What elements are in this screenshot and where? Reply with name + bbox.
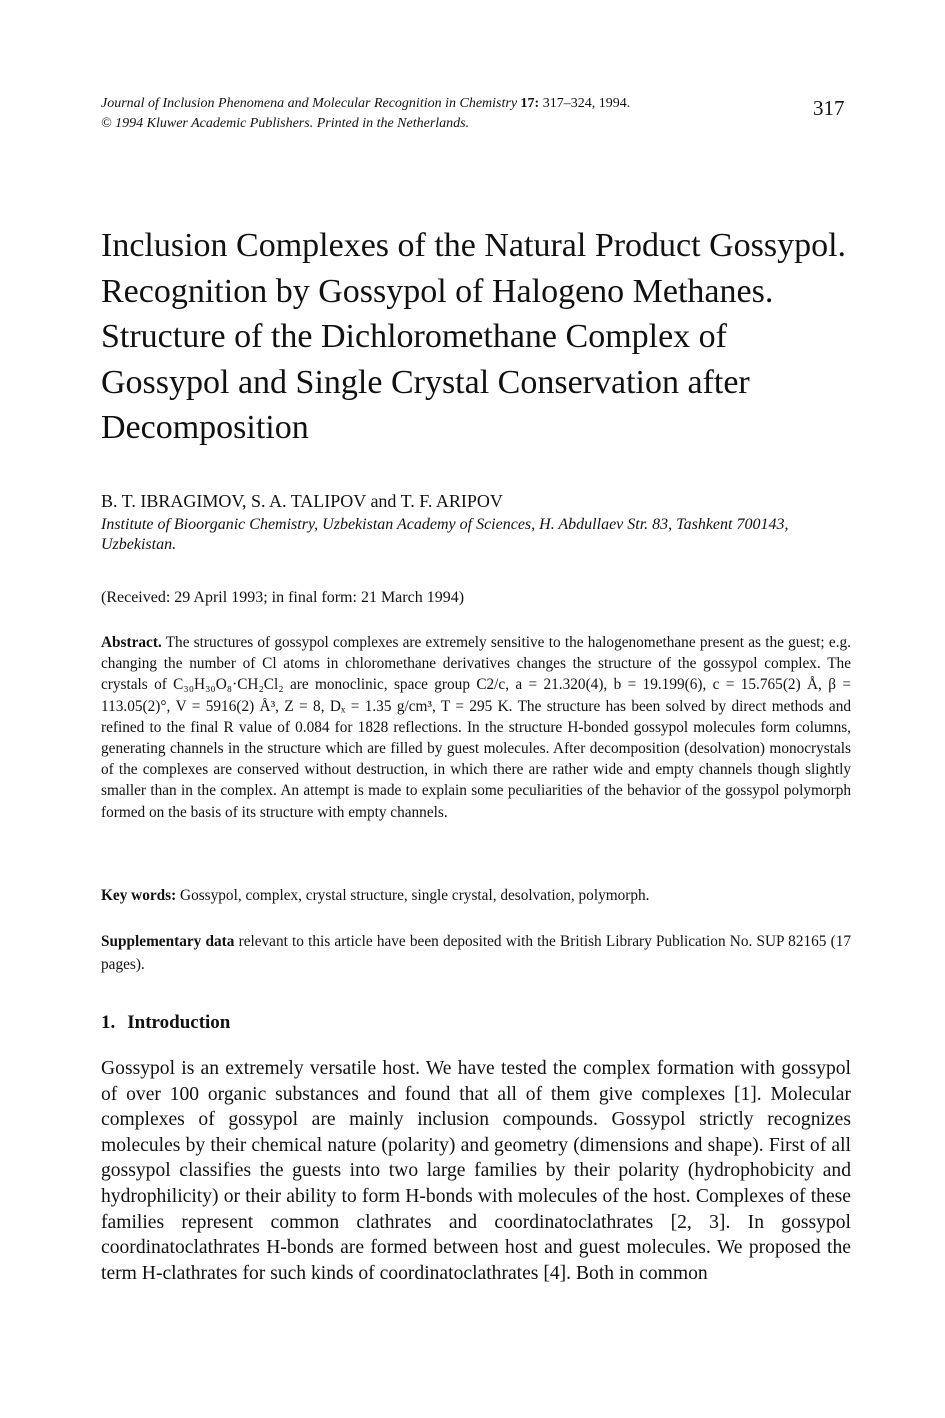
page-number: 317	[813, 96, 845, 120]
affiliation: Institute of Bioorganic Chemistry, Uzbekistan Academy of Sciences, H. Abdullaev Str. 83, Tashkent 700143, Uzbekistan.	[101, 516, 789, 553]
received-dates: (Received: 29 April 1993; in final form: 21 March 1994)	[101, 589, 465, 606]
supplementary-text: relevant to this article have been deposited with the British Library Publication No. SUP 82165 (17 pages).	[101, 933, 852, 973]
section-title: Introduction	[127, 1012, 231, 1033]
introduction-text: Gossypol is an extremely versatile host. We have tested the complex formation with gossypol of over 100 organic substances and found that all of them give complexes [1]. Molecular complexes of gossypol are mainly inclusion compounds. Gossypol strictly recognizes molecules by their chemical nature (polarity) and geometry (dimensions and shape). First of all gossypol classifies the guests into two large families by their polarity (hydrophobicity and hydrophilicity) or their ability to form H-bonds with molecules of the host. Complexes of these families represent common clathrates and coordinatoclathrates [2, 3]. In gossypol coordinatoclathrates H-bonds are formed between host and guest molecules. We proposed the term H-clathrates for such kinds of coordinatoclathrates [4]. Both in common	[101, 1058, 851, 1284]
section-heading	[101, 1012, 230, 1034]
journal-header	[101, 94, 851, 134]
abstract	[101, 632, 851, 823]
abstract-text: The structures of gossypol complexes are extremely sensitive to the halogenomethane present as the guest; e.g. changing the number of Cl atoms in chloromethane derivatives changes the structure of the gossypol complex. The crystals of C₃₀H₃₀O₈·CH₂Cl₂ are monoclinic, space group C2/c, a = 21.320(4), b = 19.199(6), c = 15.765(2) Å, β = 113.05(2)°, V = 5916(2) Å³, Z = 8, Dₓ = 1.35 g/cm³, T = 295 K. The structure has been solved by direct methods and refined to the final R value of 0.084 for 1828 reflections. In the structure H-bonded gossypol molecules form columns, generating channels in the structure which are filled by guest molecules. After decomposition (desolvation) monocrystals of the complexes are conserved without destruction, in which there are rather wide and empty channels though slightly smaller than in the complex. An attempt is made to explain some peculiarities of the behavior of the gossypol polymorph formed on the basis of its structure with empty channels.	[101, 634, 851, 821]
keywords-label: Key words:	[101, 887, 177, 904]
journal-name: Journal of Inclusion Phenomena and Molecular Recognition in Chemistry	[101, 96, 518, 111]
supplementary-label: Supplementary data	[101, 933, 235, 950]
keywords	[101, 885, 851, 906]
journal-pages: 317–324, 1994.	[542, 96, 631, 111]
journal-volume: 17:	[520, 96, 540, 111]
abstract-label: Abstract.	[101, 634, 162, 651]
keywords-text: Gossypol, complex, crystal structure, single crystal, desolvation, polymorph.	[180, 887, 650, 904]
authors: B. T. IBRAGIMOV, S. A. TALIPOV and T. F. ARIPOV	[101, 491, 503, 511]
supplementary-data	[101, 930, 851, 976]
copyright-line: © 1994 Kluwer Academic Publishers. Printed in the Netherlands.	[101, 116, 470, 131]
section-number: 1.	[101, 1012, 116, 1033]
article-title: Inclusion Complexes of the Natural Product Gossypol. Recognition by Gossypol of Halogeno Methanes. Structure of the Dichloromethane Complex of Gossypol and Single Crystal Conservation after Decomposition	[101, 227, 847, 446]
journal-citation	[101, 94, 851, 114]
